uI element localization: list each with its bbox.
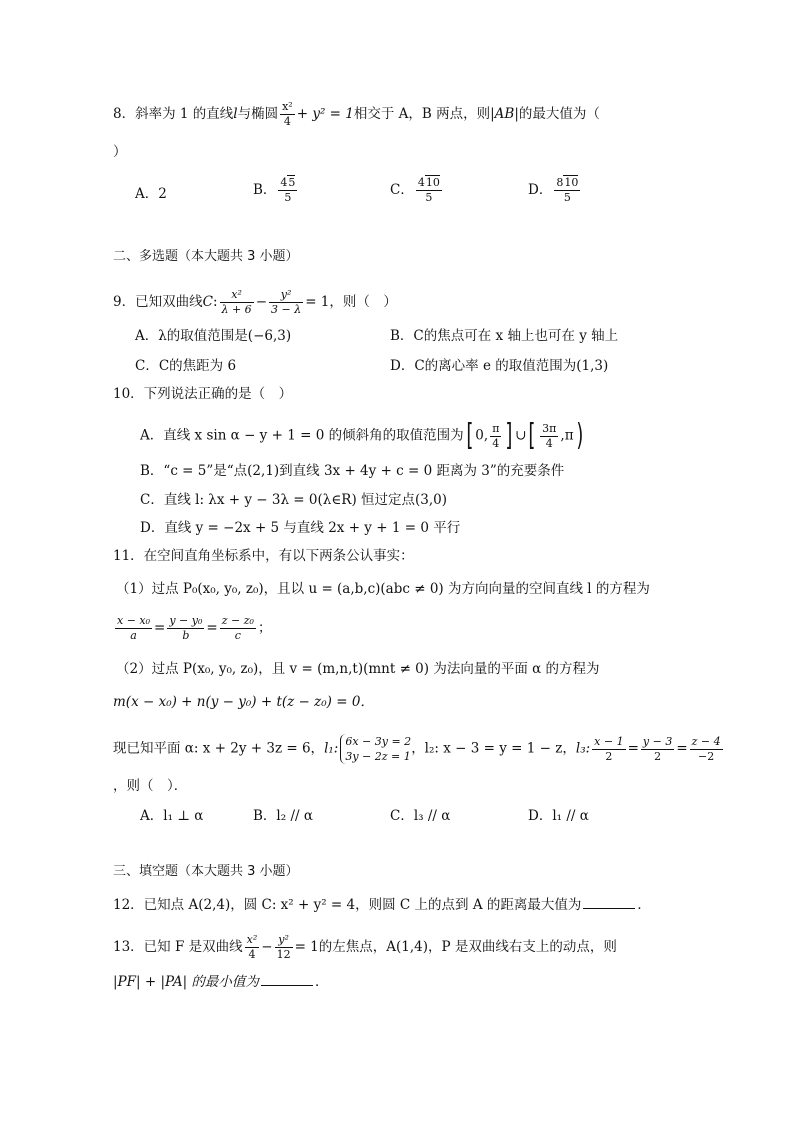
sqrt-icon: 10 (564, 176, 579, 189)
q10-option-c: C．直线 l: λx + y − 3λ = 0(λ∈R) 恒过定点(3,0) (140, 492, 448, 508)
q8-option-b: B． $\frac{45}{5}$ (253, 176, 296, 204)
q11-option-a: A．l₁ ⊥ α (140, 808, 204, 824)
q11-intro: 11．在空间直角坐标系中，有以下两条公认事实： (113, 548, 414, 564)
q11-line-equation: $\frac{\text{x − x₀}}{a}$ = $\frac{\text{y − y₀}}{b}$ = $\frac{\text{z − z₀}}{c}$ ； (117, 614, 272, 642)
system-brace: 6x − 3y = 2 3y − 2z = 1 (340, 734, 411, 764)
q8-close: ） (113, 144, 127, 160)
q11-fact-2: （2）过点 P(x₀, y₀, z₀)，且 v = (m,n,t)(mnt ≠ 0) 为法向量的平面 α 的方程为 (116, 661, 600, 677)
q11-option-c: C．l₃ // α (390, 808, 451, 824)
q11-option-b: B．l₂ // α (253, 808, 313, 824)
q8-option-a: A．2 (135, 186, 167, 202)
q13-stem-line-2: |PF| + |PA| 的最小值为 ． (113, 974, 329, 990)
q11-option-d: D．l₁ // α (528, 808, 589, 824)
q10-option-a: A．直线 x sin α − y + 1 = 0 的倾斜角的取值范围为[ 0, $\frac{\pi}{4}$ ] ∪[ $\frac{3\pi}{4}$ ,π) (140, 418, 583, 453)
q8-option-d: D． $\frac{810}{5}$ (528, 176, 579, 204)
q9-stem: 9．已知双曲线C: $\frac{\text{x²}}{\lambda + 6}$ − $\frac{\text{y²}}{3 - \lambda}$ = 1，则（ ） (113, 288, 397, 316)
q8-stem: 8．斜率为 1 的直线l与椭圆 $\frac{\text{x²}}{4}$ + y² = 1相交于 A，B 两点，则|AB|的最大值为（ (113, 100, 600, 128)
q11-given: 现已知平面 α: x + 2y + 3z = 6，l₁: 6x − 3y = 2 3y − 2z = 1 ，l₂: x − 3 = y = 1 − z，l₃: $\frac{x - 1}{2}$ = $\frac{y - 3}{2}$ = $\frac{z - 4}{-2}$ (113, 734, 721, 763)
q11-plane-equation: m(x − x₀) + n(y − y₀) + t(z − z₀) = 0． (113, 694, 374, 710)
q9-option-d: D．C的离心率 e 的取值范围为(1,3) (390, 358, 609, 374)
q12-stem: 12．已知点 A(2,4)，圆 C: x² + y² = 4，则圆 C 上的点到 A 的距离最大值为 ． (113, 897, 651, 913)
q10-option-b: B．“c = 5”是“点(2,1)到直线 3x + 4y + c = 0 距离为 3”的充要条件 (140, 463, 565, 479)
q9-option-a: A．λ的取值范围是(−6,3) (135, 328, 292, 344)
q10-option-d: D．直线 y = −2x + 5 与直线 2x + y + 1 = 0 平行 (140, 520, 461, 536)
q8-number: 8． (113, 106, 136, 122)
q11-ask: ，则（ ）． (113, 778, 188, 794)
q8-option-c: C． $\frac{410}{5}$ (390, 176, 440, 204)
q10-stem: 10．下列说法正确的是（ ） (113, 386, 293, 402)
q11-fact-1: （1）过点 P₀(x₀, y₀, z₀)，且以 u = (a,b,c)(abc ≠ 0) 为方向向量的空间直线 l 的方程为 (116, 581, 650, 597)
sqrt-icon: 5 (288, 176, 296, 189)
q9-option-c: C．C的焦距为 6 (135, 358, 237, 374)
answer-blank[interactable] (261, 973, 313, 986)
section-title-fill-in: 三、填空题（本大题共 3 小题） (113, 864, 299, 879)
section-title-multi-choice: 二、多选题（本大题共 3 小题） (113, 249, 299, 264)
q9-option-b: B．C的焦点可在 x 轴上也可在 y 轴上 (390, 328, 619, 344)
answer-blank[interactable] (583, 896, 635, 909)
sqrt-icon: 10 (425, 176, 440, 189)
q13-stem: 13．已知 F 是双曲线 $\frac{\text{x²}}{4}$ − $\frac{\text{y²}}{12}$ = 1的左焦点，A(1,4)，P 是双曲线右支上的动点，则 (113, 933, 617, 961)
ellipse-fraction: $\frac{\text{x²}}{4}$ (282, 100, 293, 128)
